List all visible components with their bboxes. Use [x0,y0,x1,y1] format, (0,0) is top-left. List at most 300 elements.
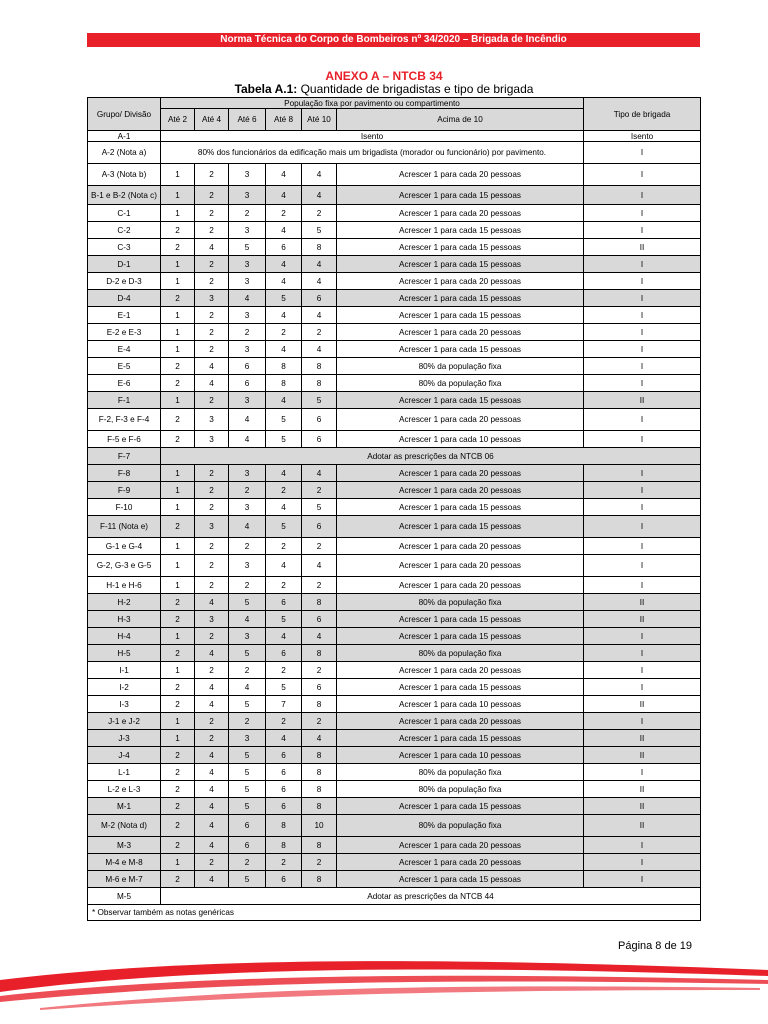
cell-group: E-6 [88,375,161,392]
cell-type: I [584,375,701,392]
cell-count: 2 [161,798,195,815]
cell-count: 2 [161,764,195,781]
cell-count: 2 [195,577,229,594]
table-row [88,324,701,341]
cell-count: 3 [229,341,266,358]
table-row [88,662,701,679]
table-row [88,164,701,186]
cell-count: 4 [195,798,229,815]
cell-count: 4 [229,431,266,448]
table-row [88,239,701,256]
cell-count: 2 [195,662,229,679]
cell-count: 6 [266,594,302,611]
cell-above10: Acrescer 1 para cada 20 pessoas [337,854,584,871]
cell-type: I [584,538,701,555]
cell-count: 2 [161,696,195,713]
cell-count: 4 [302,273,337,290]
cell-type: I [584,679,701,696]
cell-type: I [584,307,701,324]
cell-above10: Acrescer 1 para cada 15 pessoas [337,798,584,815]
cell-above10: Acrescer 1 para cada 10 pessoas [337,696,584,713]
cell-count: 1 [161,713,195,730]
table-row [88,142,701,164]
cell-group: B-1 e B-2 (Nota c) [88,186,161,205]
cell-count: 2 [161,679,195,696]
cell-type: I [584,164,701,186]
cell-count: 6 [266,747,302,764]
table-row [88,273,701,290]
cell-group: C-3 [88,239,161,256]
cell-above10: Acrescer 1 para cada 20 pessoas [337,205,584,222]
cell-count: 5 [229,798,266,815]
cell-group: E-2 e E-3 [88,324,161,341]
table-row [88,798,701,815]
table-row [88,854,701,871]
cell-count: 4 [195,594,229,611]
cell-count: 3 [229,222,266,239]
cell-count: 2 [229,854,266,871]
cell-above10: 80% da população fixa [337,781,584,798]
cell-type: II [584,392,701,409]
cell-count: 2 [302,538,337,555]
cell-count: 2 [195,341,229,358]
cell-group: L-2 e L-3 [88,781,161,798]
cell-type: II [584,730,701,747]
cell-group: F-5 e F-6 [88,431,161,448]
cell-count: 2 [195,307,229,324]
cell-count: 3 [229,628,266,645]
cell-count: 2 [195,256,229,273]
cell-count: 4 [195,871,229,888]
cell-group: A-1 [88,131,161,142]
cell-count: 2 [195,499,229,516]
cell-group: D-4 [88,290,161,307]
cell-count: 4 [195,645,229,662]
cell-count: 6 [302,679,337,696]
cell-count: 4 [195,239,229,256]
cell-count: 6 [229,375,266,392]
cell-count: 10 [302,815,337,837]
table-row [88,628,701,645]
cell-count: 1 [161,538,195,555]
cell-count: 5 [229,871,266,888]
cell-type: I [584,431,701,448]
cell-span: Adotar as prescrições da NTCB 44 [161,888,701,905]
cell-count: 6 [229,358,266,375]
cell-type: II [584,747,701,764]
cell-count: 3 [229,555,266,577]
cell-count: 4 [266,628,302,645]
table-row [88,888,701,905]
header-ate10: Até 10 [302,109,337,131]
cell-count: 2 [161,516,195,538]
cell-above10: Acrescer 1 para cada 15 pessoas [337,290,584,307]
cell-group: I-2 [88,679,161,696]
cell-type: I [584,499,701,516]
cell-above10: 80% da população fixa [337,594,584,611]
cell-type: II [584,594,701,611]
cell-count: 1 [161,205,195,222]
table-row [88,375,701,392]
cell-count: 6 [229,815,266,837]
table-row [88,764,701,781]
header-type: Tipo de brigada [584,98,701,131]
cell-count: 1 [161,730,195,747]
cell-count: 4 [229,516,266,538]
cell-count: 4 [195,358,229,375]
cell-count: 6 [266,764,302,781]
cell-group: F-7 [88,448,161,465]
cell-group: C-2 [88,222,161,239]
cell-group: F-11 (Nota e) [88,516,161,538]
table-row [88,290,701,307]
cell-above10: Acrescer 1 para cada 20 pessoas [337,482,584,499]
cell-group: M-6 e M-7 [88,871,161,888]
cell-count: 1 [161,186,195,205]
table-row [88,499,701,516]
table-row [88,307,701,324]
cell-count: 2 [266,662,302,679]
cell-type: I [584,341,701,358]
cell-type: I [584,837,701,854]
cell-type: I [584,324,701,341]
cell-group: I-1 [88,662,161,679]
cell-type: I [584,482,701,499]
cell-above10: 80% da população fixa [337,645,584,662]
cell-group: M-2 (Nota d) [88,815,161,837]
cell-count: 2 [161,611,195,628]
cell-span: 80% dos funcionários da edificação mais um brigadista (morador ou funcionário) por pavimento. [161,142,584,164]
cell-count: 2 [195,465,229,482]
cell-group: E-5 [88,358,161,375]
table-row [88,679,701,696]
cell-count: 2 [195,713,229,730]
cell-type: I [584,256,701,273]
cell-above10: Acrescer 1 para cada 20 pessoas [337,465,584,482]
cell-count: 8 [302,764,337,781]
cell-count: 2 [195,186,229,205]
cell-group: G-2, G-3 e G-5 [88,555,161,577]
cell-group: J-3 [88,730,161,747]
table-row [88,358,701,375]
cell-type: I [584,290,701,307]
cell-above10: Acrescer 1 para cada 20 pessoas [337,713,584,730]
cell-count: 1 [161,499,195,516]
cell-count: 8 [266,375,302,392]
cell-type: I [584,142,701,164]
cell-count: 2 [302,482,337,499]
cell-count: 3 [229,465,266,482]
cell-above10: Acrescer 1 para cada 10 pessoas [337,747,584,764]
cell-count: 8 [266,815,302,837]
cell-group: H-3 [88,611,161,628]
cell-count: 2 [161,409,195,431]
cell-count: 1 [161,307,195,324]
cell-count: 4 [229,290,266,307]
cell-count: 2 [302,854,337,871]
cell-count: 5 [302,222,337,239]
cell-count: 4 [302,186,337,205]
cell-count: 2 [266,482,302,499]
cell-group: F-9 [88,482,161,499]
cell-count: 6 [302,611,337,628]
cell-count: 4 [266,186,302,205]
cell-count: 5 [266,516,302,538]
header-group: Grupo/ Divisão [88,98,161,131]
cell-above10: Acrescer 1 para cada 15 pessoas [337,222,584,239]
cell-count: 1 [161,392,195,409]
cell-group: M-3 [88,837,161,854]
table-row [88,465,701,482]
cell-above10: Acrescer 1 para cada 15 pessoas [337,256,584,273]
cell-type: II [584,696,701,713]
cell-span: Adotar as prescrições da NTCB 06 [161,448,701,465]
cell-above10: Acrescer 1 para cada 15 pessoas [337,499,584,516]
table-row [88,131,701,142]
header-population: População fixa por pavimento ou compartimento [161,98,584,109]
cell-count: 6 [229,837,266,854]
cell-count: 4 [266,730,302,747]
cell-count: 8 [302,645,337,662]
cell-count: 2 [195,324,229,341]
table-row [88,538,701,555]
cell-type: Isento [584,131,701,142]
cell-span: Isento [161,131,584,142]
table-row [88,186,701,205]
cell-count: 5 [229,764,266,781]
cell-group: L-1 [88,764,161,781]
table-row [88,730,701,747]
cell-above10: Acrescer 1 para cada 15 pessoas [337,628,584,645]
cell-type: I [584,205,701,222]
cell-count: 4 [266,341,302,358]
cell-type: I [584,645,701,662]
cell-type: I [584,358,701,375]
cell-count: 2 [195,392,229,409]
cell-count: 2 [195,164,229,186]
cell-count: 2 [229,538,266,555]
table-row [88,815,701,837]
table-row [88,341,701,358]
cell-count: 6 [266,871,302,888]
cell-count: 4 [302,341,337,358]
cell-count: 2 [161,871,195,888]
cell-count: 2 [161,837,195,854]
cell-count: 4 [229,679,266,696]
cell-count: 3 [229,273,266,290]
cell-count: 2 [161,239,195,256]
table-row [88,747,701,764]
cell-group: F-10 [88,499,161,516]
cell-count: 1 [161,256,195,273]
cell-above10: Acrescer 1 para cada 15 pessoas [337,307,584,324]
cell-count: 1 [161,577,195,594]
cell-above10: Acrescer 1 para cada 15 pessoas [337,611,584,628]
table-row [88,222,701,239]
header-ate4: Até 4 [195,109,229,131]
cell-count: 3 [195,611,229,628]
cell-count: 3 [229,499,266,516]
cell-count: 2 [195,555,229,577]
cell-count: 6 [302,409,337,431]
cell-count: 5 [302,499,337,516]
cell-count: 1 [161,555,195,577]
cell-above10: Acrescer 1 para cada 15 pessoas [337,341,584,358]
cell-type: I [584,273,701,290]
cell-count: 2 [229,482,266,499]
cell-above10: Acrescer 1 para cada 15 pessoas [337,186,584,205]
cell-group: J-4 [88,747,161,764]
cell-type: I [584,871,701,888]
table-title-label: Tabela A.1: [234,82,298,96]
cell-count: 3 [229,186,266,205]
cell-group: F-1 [88,392,161,409]
cell-count: 3 [229,307,266,324]
cell-count: 4 [195,781,229,798]
cell-count: 4 [266,273,302,290]
cell-group: H-2 [88,594,161,611]
cell-type: II [584,781,701,798]
cell-count: 2 [266,854,302,871]
cell-group: D-1 [88,256,161,273]
cell-above10: Acrescer 1 para cada 20 pessoas [337,662,584,679]
cell-above10: Acrescer 1 para cada 15 pessoas [337,679,584,696]
cell-count: 8 [266,358,302,375]
cell-count: 4 [229,611,266,628]
cell-count: 4 [302,307,337,324]
cell-count: 4 [266,256,302,273]
brigade-table [87,97,701,921]
cell-group: H-1 e H-6 [88,577,161,594]
cell-count: 4 [229,409,266,431]
cell-type: I [584,222,701,239]
cell-count: 5 [266,679,302,696]
cell-count: 1 [161,465,195,482]
cell-count: 2 [161,594,195,611]
cell-group: F-8 [88,465,161,482]
cell-type: II [584,239,701,256]
cell-above10: Acrescer 1 para cada 15 pessoas [337,871,584,888]
cell-count: 3 [229,730,266,747]
cell-count: 3 [229,164,266,186]
cell-above10: Acrescer 1 para cada 20 pessoas [337,273,584,290]
cell-count: 5 [266,290,302,307]
cell-above10: Acrescer 1 para cada 20 pessoas [337,164,584,186]
cell-count: 4 [302,555,337,577]
cell-count: 2 [195,205,229,222]
cell-count: 2 [161,222,195,239]
cell-count: 3 [229,256,266,273]
table-row [88,205,701,222]
cell-count: 8 [302,798,337,815]
cell-count: 8 [302,696,337,713]
cell-count: 2 [266,324,302,341]
cell-above10: Acrescer 1 para cada 20 pessoas [337,409,584,431]
table-row [88,409,701,431]
table-row [88,781,701,798]
cell-count: 1 [161,341,195,358]
cell-count: 2 [229,713,266,730]
cell-count: 8 [302,358,337,375]
page-number: Página 8 de 19 [618,940,693,952]
cell-count: 2 [161,815,195,837]
cell-above10: Acrescer 1 para cada 10 pessoas [337,431,584,448]
cell-count: 1 [161,662,195,679]
cell-count: 6 [266,645,302,662]
cell-group: M-4 e M-8 [88,854,161,871]
cell-above10: 80% da população fixa [337,815,584,837]
cell-count: 4 [266,465,302,482]
cell-count: 4 [195,815,229,837]
cell-count: 2 [302,713,337,730]
cell-count: 8 [302,871,337,888]
table-row [88,611,701,628]
header-ate8: Até 8 [266,109,302,131]
cell-count: 5 [266,611,302,628]
cell-count: 4 [266,222,302,239]
cell-group: H-4 [88,628,161,645]
cell-above10: Acrescer 1 para cada 15 pessoas [337,516,584,538]
table-row [88,431,701,448]
cell-group: H-5 [88,645,161,662]
header-above10: Acima de 10 [337,109,584,131]
cell-count: 2 [229,205,266,222]
cell-count: 8 [302,375,337,392]
cell-count: 2 [195,730,229,747]
cell-type: I [584,577,701,594]
table-row [88,256,701,273]
cell-above10: Acrescer 1 para cada 20 pessoas [337,538,584,555]
table-row [88,448,701,465]
cell-count: 5 [229,696,266,713]
cell-above10: 80% da população fixa [337,375,584,392]
cell-count: 4 [266,307,302,324]
table-row [88,837,701,854]
cell-count: 2 [266,538,302,555]
table-row [88,696,701,713]
cell-count: 2 [302,324,337,341]
cell-type: I [584,854,701,871]
cell-count: 5 [229,594,266,611]
cell-count: 3 [195,290,229,307]
cell-count: 3 [195,431,229,448]
cell-type: I [584,409,701,431]
cell-count: 6 [302,290,337,307]
cell-count: 8 [302,747,337,764]
cell-count: 2 [266,205,302,222]
cell-count: 2 [161,290,195,307]
cell-count: 5 [229,645,266,662]
cell-count: 3 [195,516,229,538]
table-title-text: Quantidade de brigadistas e tipo de brigada [297,82,534,96]
document-header-banner: Norma Técnica do Corpo de Bombeiros nº 34/2020 – Brigada de Incêndio [87,33,700,47]
cell-group: E-1 [88,307,161,324]
cell-above10: Acrescer 1 para cada 15 pessoas [337,239,584,256]
cell-group: A-2 (Nota a) [88,142,161,164]
cell-count: 5 [266,431,302,448]
table-row [88,594,701,611]
cell-count: 2 [266,577,302,594]
cell-count: 6 [266,239,302,256]
table-row [88,392,701,409]
cell-count: 1 [161,854,195,871]
cell-count: 3 [229,392,266,409]
cell-type: II [584,815,701,837]
cell-above10: Acrescer 1 para cada 20 pessoas [337,577,584,594]
cell-count: 8 [302,594,337,611]
table-row [88,516,701,538]
cell-count: 6 [302,431,337,448]
